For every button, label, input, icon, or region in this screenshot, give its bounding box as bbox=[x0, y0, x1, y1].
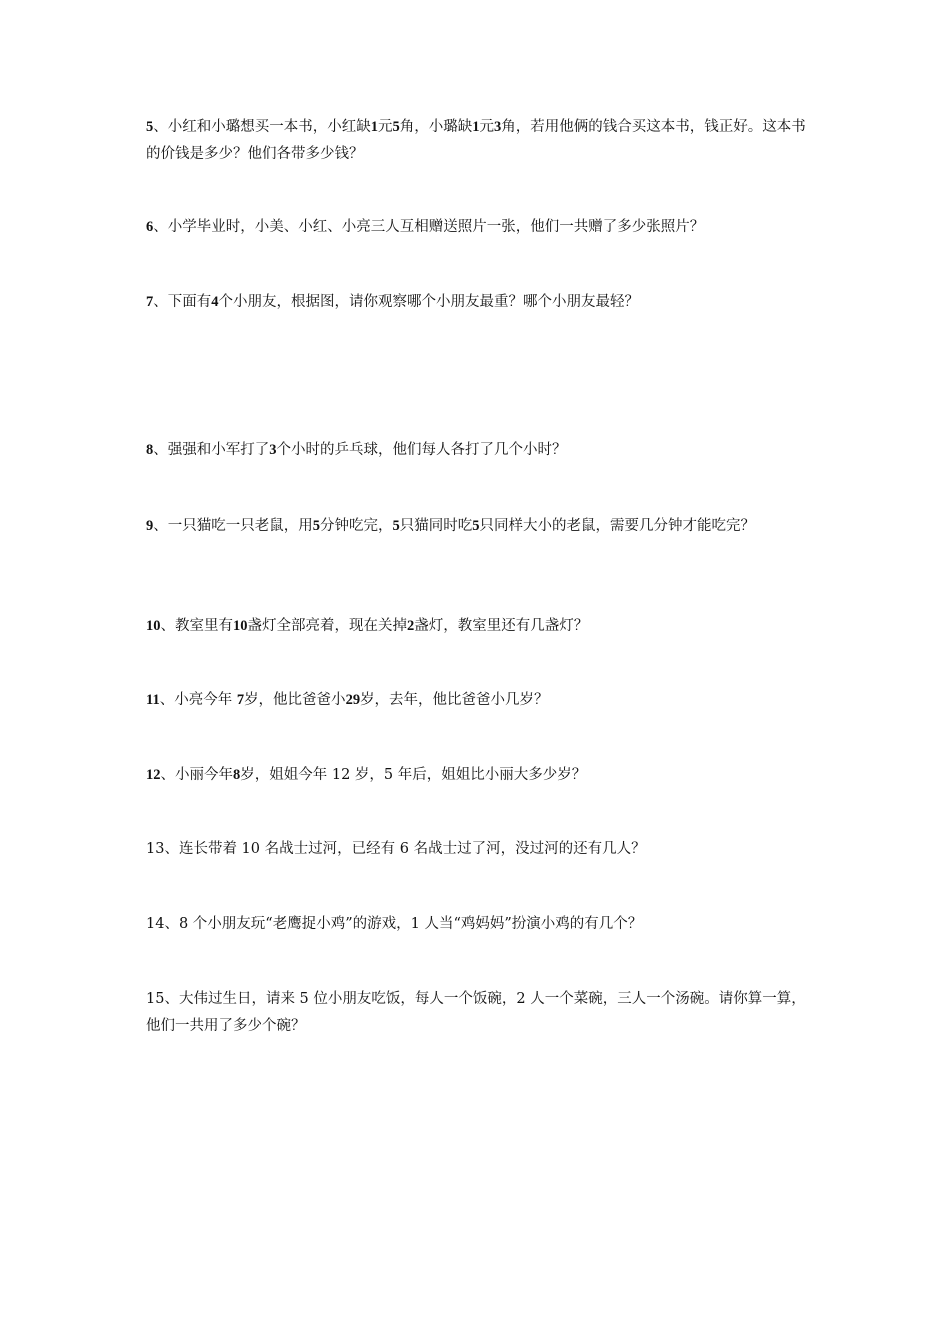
question-number: 15 bbox=[146, 991, 165, 1007]
question-number: 10 bbox=[146, 618, 161, 634]
bold-number: 7 bbox=[236, 692, 245, 708]
question-5 bbox=[146, 114, 814, 168]
question-number: 7 bbox=[146, 294, 154, 310]
question-text: 岁，姐姐今年 12 岁，5 年后，姐姐比小丽大多少岁？ bbox=[240, 767, 587, 783]
question-text: 岁，他比爸爸小 bbox=[244, 692, 346, 708]
bold-number: 5 bbox=[472, 518, 480, 534]
question-13 bbox=[146, 836, 814, 863]
question-text: 、强强和小军打了 bbox=[153, 442, 270, 458]
question-number: 13 bbox=[146, 841, 165, 857]
question-9 bbox=[146, 513, 814, 540]
question-8 bbox=[146, 437, 814, 464]
question-text: 元 bbox=[378, 119, 393, 135]
bold-number: 5 bbox=[392, 119, 400, 135]
question-11 bbox=[146, 687, 814, 714]
question-number: 11 bbox=[146, 692, 160, 708]
question-text: 角，小璐缺 bbox=[399, 119, 473, 135]
bold-number: 4 bbox=[211, 294, 219, 310]
question-number: 9 bbox=[146, 518, 154, 534]
question-15 bbox=[146, 986, 814, 1040]
bold-number: 5 bbox=[312, 518, 320, 534]
question-text: 、小红和小璐想买一本书，小红缺 bbox=[153, 119, 371, 135]
question-12 bbox=[146, 762, 814, 789]
bold-number: 5 bbox=[392, 518, 400, 534]
question-text: 、小丽今年 bbox=[160, 767, 233, 783]
question-text: 、大伟过生日，请来 5 位小朋友吃饭，每人一个饭碗，2 人一个菜碗，三人一个汤碗。请你算一算，他们一共用了多少个碗？ bbox=[146, 991, 806, 1034]
question-text: 、一只猫吃一只老鼠，用 bbox=[153, 518, 313, 534]
question-text: 岁，去年，他比爸爸小几岁？ bbox=[360, 692, 549, 708]
question-number: 6 bbox=[146, 219, 154, 235]
bold-number: 29 bbox=[345, 692, 361, 708]
question-text: 元 bbox=[479, 119, 494, 135]
question-number: 8 bbox=[146, 442, 154, 458]
question-text: 分钟吃完， bbox=[320, 518, 393, 534]
question-text: 角，若用他俩的钱合买这本书，钱正好。这本书的价钱是多少？他们各带多少钱？ bbox=[146, 119, 806, 162]
question-text: 盏灯全部亮着，现在关掉 bbox=[247, 618, 407, 634]
question-text: 、连长带着 10 名战士过河，已经有 6 名战士过了河，没过河的还有几人？ bbox=[164, 841, 646, 857]
question-14 bbox=[146, 911, 814, 938]
question-text: 个小朋友，根据图，请你观察哪个小朋友最重？哪个小朋友最轻？ bbox=[218, 294, 639, 310]
question-text: 只猫同时吃 bbox=[399, 518, 473, 534]
question-text: 盏灯，教室里还有几盏灯？ bbox=[414, 618, 589, 634]
bold-number: 1 bbox=[370, 119, 378, 135]
bold-number: 3 bbox=[269, 442, 277, 458]
question-6 bbox=[146, 214, 814, 241]
bold-number: 1 bbox=[472, 119, 480, 135]
question-text: 只同样大小的老鼠，需要几分钟才能吃完？ bbox=[479, 518, 755, 534]
question-text: 个小时的乒乓球，他们每人各打了几个小时？ bbox=[276, 442, 567, 458]
question-text: 、8 个小朋友玩“老鹰捉小鸡”的游戏，1 人当“鸡妈妈”扮演小鸡的有几个？ bbox=[164, 916, 643, 932]
question-text: 、小亮今年 bbox=[159, 692, 237, 708]
question-number: 5 bbox=[146, 119, 154, 135]
bold-number: 2 bbox=[407, 618, 415, 634]
question-text: 、下面有 bbox=[153, 294, 212, 310]
bold-number: 8 bbox=[233, 767, 241, 783]
question-text: 、小学毕业时，小美、小红、小亮三人互相赠送照片一张，他们一共赠了多少张照片？ bbox=[153, 219, 705, 235]
bold-number: 3 bbox=[494, 119, 502, 135]
question-text: 、教室里有 bbox=[160, 618, 233, 634]
question-7 bbox=[146, 289, 814, 316]
question-number: 14 bbox=[146, 916, 165, 932]
bold-number: 10 bbox=[233, 618, 248, 634]
question-10 bbox=[146, 613, 814, 640]
question-number: 12 bbox=[146, 767, 161, 783]
